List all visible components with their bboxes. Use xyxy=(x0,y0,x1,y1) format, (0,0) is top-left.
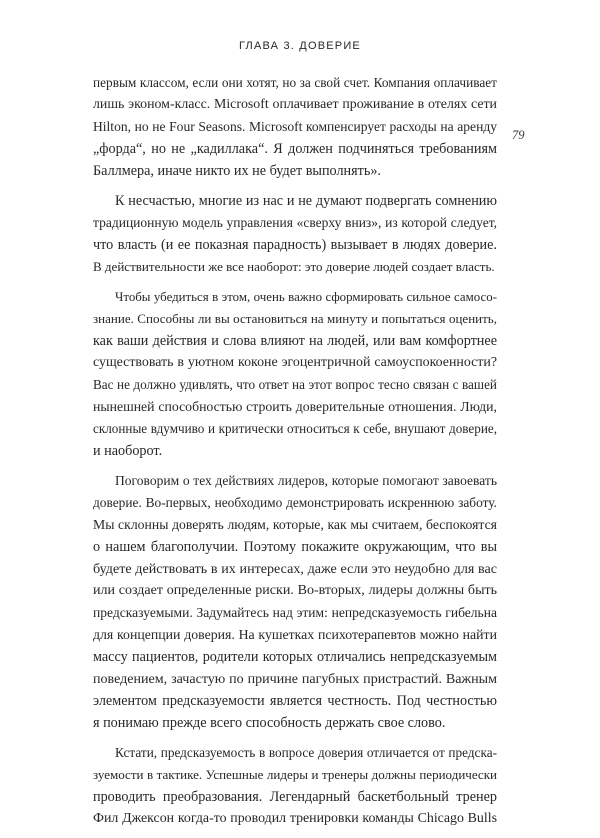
text-line: предсказуемыми. Задумайтесь над этим: непредсказуемость гибельна xyxy=(93,605,497,620)
text-line: Hilton, но не Four Seasons. Microsoft компенсирует расходы на аренду xyxy=(93,119,497,134)
text-line: элементом предсказуемости является честность. Под честностью xyxy=(93,693,497,709)
text-line: Вас не должно удивлять, что ответ на этот вопрос тесно связан с вашей xyxy=(93,377,497,392)
page-number: 79 xyxy=(512,128,525,142)
chapter-running-header: ГЛАВА 3. ДОВЕРИЕ xyxy=(239,40,361,52)
text-line: зуемости в тактике. Успешные лидеры и тренеры должны периодически xyxy=(93,767,497,782)
body-text xyxy=(93,72,497,838)
text-line: я понимаю прежде всего способность держать свое слово. xyxy=(93,715,446,731)
paragraph-3 xyxy=(93,286,497,462)
text-line: Кстати, предсказуемость в вопросе доверия отличается от предска- xyxy=(115,745,497,760)
paragraph-1 xyxy=(93,72,497,182)
text-line: и наоборот. xyxy=(93,443,163,459)
text-line: нынешней способностью строить доверительные отношения. Люди, xyxy=(93,399,497,414)
text-line: Поговорим о тех действиях лидеров, которые помогают завоевать xyxy=(115,473,497,488)
text-line: В действительности же все наоборот: это доверие людей создает власть. xyxy=(93,259,495,274)
text-line: Баллмера, иначе никто их не будет выполнять». xyxy=(93,163,381,179)
text-line: будете действовать в их интересах, даже если это неудобно для вас xyxy=(93,561,497,577)
text-line: о нашем благополучии. Поэтому покажите окружающим, что вы xyxy=(93,539,497,555)
text-line: К несчастью, многие из нас и не думают подвергать сомнению xyxy=(115,193,497,209)
text-line: доверие. Во-первых, необходимо демонстрировать искреннюю заботу. xyxy=(93,495,497,510)
text-line: Чтобы убедиться в этом, очень важно сформировать сильное самосо- xyxy=(115,290,497,304)
text-line: первым классом, если они хотят, но за свой счет. Компания оплачивает xyxy=(93,75,497,90)
text-line: массу пациентов, родители которых отличались непредсказуемым xyxy=(93,649,497,665)
text-line: лишь эконом-класс. Microsoft оплачивает проживание в отелях сети xyxy=(93,97,497,112)
text-line: поведением, зачастую по причине пагубных пристрастий. Важным xyxy=(93,671,497,687)
text-line: Фил Джексон когда-то проводил тренировки команды Chicago Bulls xyxy=(93,811,497,826)
paragraph-4 xyxy=(93,470,497,734)
text-line: или создает определенные риски. Во-вторых, лидеры должны быть xyxy=(93,583,497,598)
paragraph-5 xyxy=(93,742,497,830)
text-line: „форда“, но не „кадиллака“. Я должен подчиняться требованиям xyxy=(93,141,497,157)
text-line: проводить преобразования. Легендарный баскетбольный тренер xyxy=(93,789,497,805)
text-line: что власть (и ее показная парадность) вызывает в людях доверие. xyxy=(93,237,497,253)
text-line: существовать в уютном коконе эгоцентричной самоуспокоенности? xyxy=(93,355,497,370)
text-line: для концепции доверия. На кушетках психотерапевтов можно найти xyxy=(93,627,497,642)
text-line: как ваши действия и слова влияют на людей, или вам комфортнее xyxy=(93,333,497,349)
paragraph-2 xyxy=(93,190,497,278)
text-line: склонные вдумчиво и критически относиться к себе, внушают доверие, xyxy=(93,421,497,436)
text-line: знание. Способны ли вы остановиться на минуту и попытаться оценить, xyxy=(93,311,497,326)
text-line: Мы склонны доверять людям, которые, как мы считаем, беспокоятся xyxy=(93,517,497,532)
text-line: традиционную модель управления «сверху вниз», из которой следует, xyxy=(93,215,497,230)
